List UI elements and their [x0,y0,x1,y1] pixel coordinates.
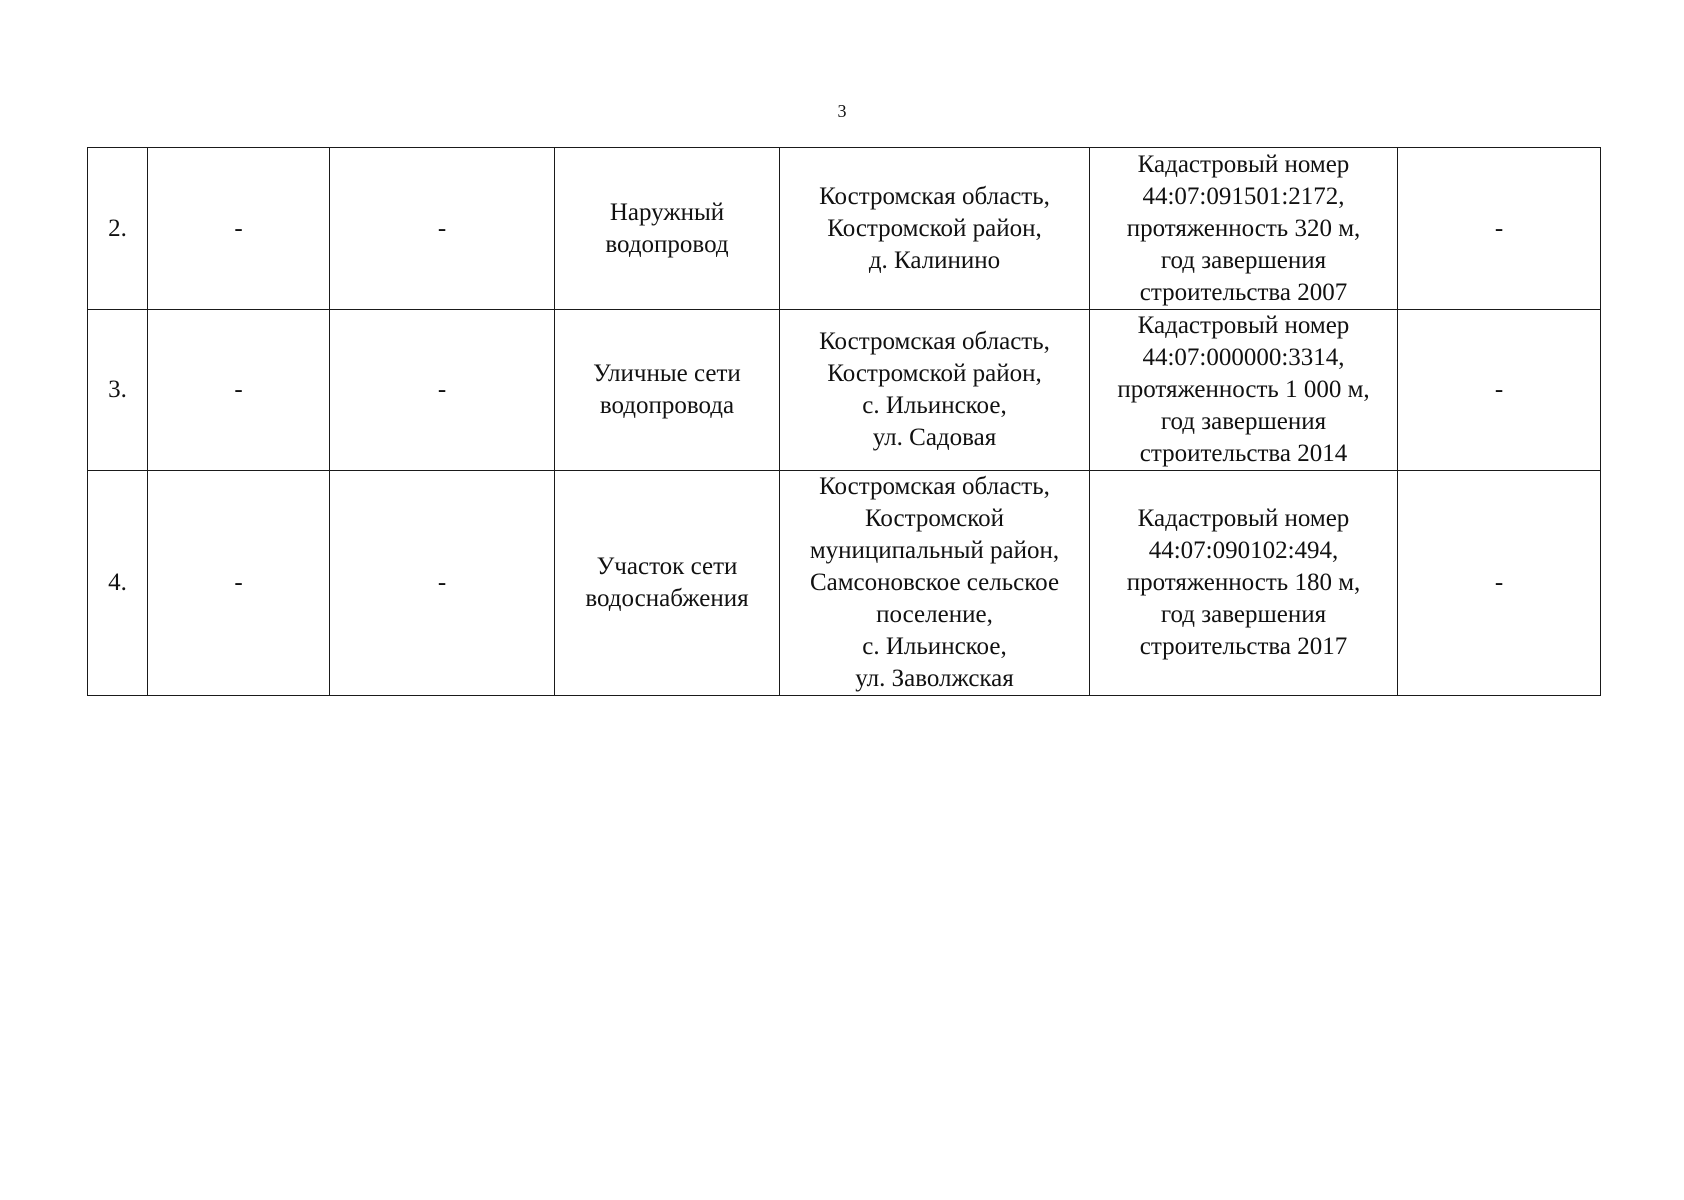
empty-value-cell: - [148,148,330,310]
table-row [88,310,1601,471]
page-number: 3 [837,101,847,121]
details-cell: Кадастровый номер 44:07:091501:2172, протяженность 320 м, год завершения строительства 2007 [1090,148,1398,310]
row-number-cell: 3. [88,310,148,471]
address-cell: Костромская область, Костромской муниципальный район, Самсоновское сельское поселение, с. Ильинское, ул. Заволжская [780,471,1090,696]
details-cell: Кадастровый номер 44:07:090102:494, протяженность 180 м, год завершения строительства 2017 [1090,471,1398,696]
empty-value-cell: - [148,471,330,696]
object-name-cell: Уличные сети водопровода [555,310,780,471]
empty-value-cell: - [330,471,555,696]
object-name-cell: Участок сети водоснабжения [555,471,780,696]
row-number-cell: 4. [88,471,148,696]
address-cell: Костромская область, Костромской район, с. Ильинское, ул. Садовая [780,310,1090,471]
empty-value-cell: - [148,310,330,471]
table-row [88,471,1601,696]
empty-value-cell: - [330,310,555,471]
details-cell: Кадастровый номер 44:07:000000:3314, протяженность 1 000 м, год завершения строительства 2014 [1090,310,1398,471]
address-cell: Костромская область, Костромской район, д. Калинино [780,148,1090,310]
row-number-cell: 2. [88,148,148,310]
empty-value-cell: - [1398,310,1601,471]
empty-value-cell: - [330,148,555,310]
table-row [88,148,1601,310]
empty-value-cell: - [1398,471,1601,696]
object-name-cell: Наружный водопровод [555,148,780,310]
registry-table [87,147,1601,696]
empty-value-cell: - [1398,148,1601,310]
